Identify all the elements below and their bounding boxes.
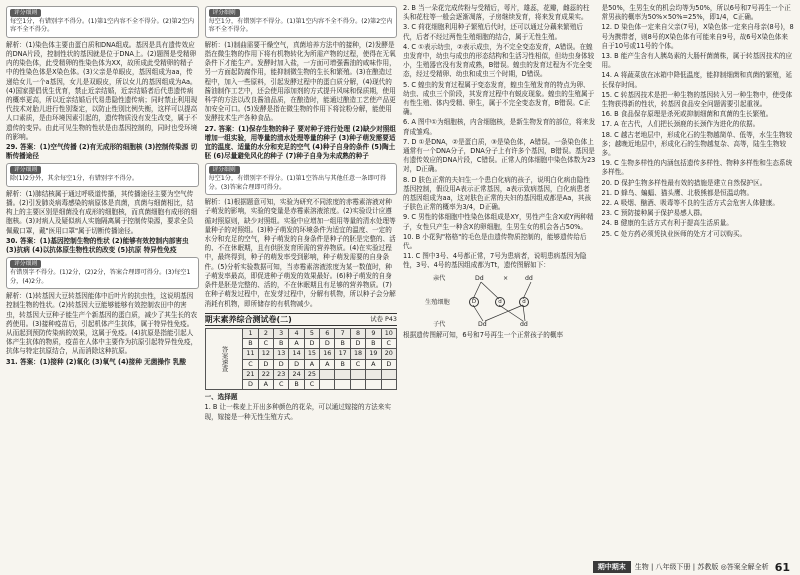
- answer-16: 16. B 食品保存原理是杀死或抑制细菌和真菌的生长繁殖。: [601, 110, 773, 119]
- offspring-label: 子代: [433, 320, 446, 328]
- answer-12: 12. D 染色体一定来自父亲(7号)，X染色体一定来自母亲(8号)，8号为携带者，则8号的X染色体有可能来自9号，故6号X染色体来自于10号或11号的个体。: [601, 23, 794, 50]
- answer-20: 20. D 保护生物多样性最有效的措施是建立自然保护区。: [601, 178, 767, 187]
- answer-table-cell: 24: [289, 369, 304, 379]
- answer-table-cell: [335, 379, 350, 389]
- answer-table-cell: 19: [366, 349, 381, 359]
- answer-table-cell: A: [304, 359, 319, 369]
- answer-table-cell: D: [258, 359, 273, 369]
- rubric-tag: 评分细则: [10, 9, 41, 17]
- answer-table-cell: 25: [304, 369, 319, 379]
- answer-table-cell: D: [304, 339, 319, 349]
- rubric-box: [6, 6, 199, 38]
- footer-note: 答案全解全析: [726, 563, 769, 571]
- answer-19: 19. C 生物多样性的内涵包括遗传多样性、物种多样性和生态系统多样性。: [601, 159, 793, 177]
- answer-table-cell: 12: [258, 349, 273, 359]
- answer-13: 13. B 能产生含有人胰岛素的大肠杆菌菌株，属于转基因技术的应用。: [601, 52, 793, 70]
- analysis-paragraph: 解析：(1)染色体主要由蛋白质和DNA组成。基因是具有遗传效应的DNA片段，控制性状的基因就是位于DNA上。(2)题图是受精卵内的染色体，此受精卵的性染色体为XX，故所成此受精卵的精子中的性染色体是X染色体。(3)父亲是单眼皮，基因组成为aa，传递给女儿一个a基因，女儿是双眼皮，所以女儿的基因组成为Aa。(4)国家提倡优生优育，禁止近亲结婚，近亲结婚者后代患遗传病的概率更高，所以近亲结婚后代易患隐性遗传病；同时禁止利用现代技术对胎儿进行性别鉴定，以防止性别比例失衡，这样可以提高人口素质，是由环境因素引起的，遗传物质没有发生改变，属于不遗传的变异。由此可见生物的性状是由基因控制的，同时也受环境的影响。: [6, 40, 198, 141]
- answer-table-cell: 18: [350, 349, 365, 359]
- answer-table-cell: [350, 379, 365, 389]
- footer-subject: 生物: [634, 563, 649, 571]
- column-1: [6, 4, 199, 557]
- answer-table-cell: C: [258, 339, 273, 349]
- answer-table-cell: 1: [243, 328, 258, 338]
- answer-31: 31. 答案：(1)接种 (2)氧化 (3)氧气 (4)接种 无菌操作 乳酸: [6, 357, 187, 366]
- answer-17: 17. A 在古代，人们把长颈鹿的长颈作为进化的依据。: [601, 120, 760, 129]
- rubric-box: [205, 6, 398, 38]
- answer-2: 2. B 当一朵花完成传粉与受精后，萼片，雄蕊，花瓣，雌蕊的柱头和花柱等一般会逐渐凋落，子房继续发育，将来发育成果实。: [403, 4, 590, 22]
- genetic-diagram: [403, 273, 596, 329]
- answer-table-cell: 17: [335, 349, 350, 359]
- answer-table-cell: 14: [289, 349, 304, 359]
- answer-table-cell: 8: [350, 328, 365, 338]
- exam-ref: 试卷 P43: [370, 314, 397, 323]
- section-heading: 一、选择题: [204, 393, 238, 402]
- analysis-paragraph: 解析：(1)制曲需要干燥空气，真菌培养方法中的接种，(2)发酵是指在微生物的作用下将有机物转化为所需产物的过程，使得在无氧条件下才能生产。发酵时加入盐，一方面可增强酱油的咸味作用，另一方面起防腐作用，能抑制微生物的生长和繁殖。(3)在酿造过程中，加入一些原料，引起发酵过程中的蛋白质分解，(4)现代的酱油制作工艺中，还会使用添加剂的方式提升风味和保质期，使用科学的方法以改良酱油品质，在酿造时，能通过酿造工艺使产品更加安全可口。(5)发酵是指在微生物的作用下将淀粉分解，能使用发酵技术生产各种食品。: [204, 40, 396, 123]
- answer-table-cell: 21: [243, 369, 258, 379]
- answer-table-cell: B: [274, 339, 289, 349]
- rubric-box: [205, 163, 398, 195]
- footer-grade: 八年级下册: [655, 563, 691, 571]
- answer-table-cell: [350, 369, 365, 379]
- answer-table-cell: 7: [335, 328, 350, 338]
- answer-table-cell: B: [289, 379, 304, 389]
- answer-table-cell: 6: [320, 328, 335, 338]
- answer-table-cell: [320, 379, 335, 389]
- footer-brand: 期中期末: [593, 561, 631, 573]
- answer-7: 7. D ①是DNA，②是蛋白质，③是染色体，A错误。一条染色体上通常有一个DNA分子，DNA分子上有许多个基因，B错误。基因是有遗传效应的DNA片段，C错误。正常人的体细胞中染色体数为23对，D正确。: [403, 137, 596, 174]
- answer-8: 8. D 肤色正常的夫妇生一个患白化病的孩子，说明白化病由隐性基因控制，假设用A表示正常基因，a表示致病基因，白化病患者的基因组成为aa，这对肤色正常的夫妇的基因组成都是Aa，其孩子肤色正常的概率为3/4，D正确。: [403, 175, 592, 212]
- answer-27: 27. 答案：(1)保存生物的种子 要对种子进行处理 (2)缺少对照组 增加一组实验，用等量的清水处理等量的种子 (3)种子萌发需要适宜的温度、适量的水分和充足的空气 (4)种子自身的条件 (5)陶土 胚 (6)尽量避免风化的种子 (7)种子自身为未成熟的种子: [204, 124, 396, 161]
- answer-table-cell: B: [335, 359, 350, 369]
- rubric-box: [6, 257, 199, 289]
- gamete-left: D: [469, 297, 479, 307]
- answer-table-cell: 23: [274, 369, 289, 379]
- answer-table-cell: C: [274, 379, 289, 389]
- answer-11-continued: 根据遗传图解可知，6号和7号再生一个正常孩子的概率: [403, 330, 564, 339]
- gamete-label: 生殖细胞: [425, 298, 450, 306]
- offspring-genotype-left: Dd: [478, 320, 487, 328]
- answer-table-cell: 2: [258, 328, 273, 338]
- answer-1: 1. B 让一株麦上开出多种颜色的花朵，可以通过嫁接的方法来实现，嫁接是一种无性生殖方式。: [204, 403, 391, 421]
- answer-table-cell: [335, 369, 350, 379]
- answer-3: 3. C 荷花细胞利用种子繁殖后代时，还可以通过分藕来繁殖后代，后者不经过两性生殖细胞的结合，属于无性生殖。: [403, 23, 583, 41]
- answer-15: 15. C 转基因技术是把一种生物的基因转入另一种生物中，使受体生物获得新的性状，转基因食品安全问题需要引起重视。: [601, 90, 793, 109]
- column-3: [403, 4, 596, 557]
- rubric-text: 每空1分，有错别字不得分。(1)第1空内容不全不得分。(2)第2空内容不全不得分。: [10, 18, 195, 34]
- answer-table: [205, 328, 398, 390]
- answer-table-cell: A: [320, 359, 335, 369]
- answer-table-cell: D: [274, 359, 289, 369]
- rubric-tag: 评分细则: [209, 9, 240, 17]
- answer-table-cell: D: [350, 339, 365, 349]
- analysis-paragraph: 解析：(1)肺结核属于通过呼吸道传播，其传播途径主要为空气传播。(2)引发肺炎病毒感染的病原体是真菌，真菌与细菌相比，结构上的主要区别是细菌没有成形的细胞核，而真菌细胞有成形的细胞核。(3)对病人及疑似病人实施隔离属于控制传染源，要求全员佩戴口罩，戴"医用口罩"属于切断传播途径。: [6, 189, 198, 235]
- answer-table-cell: C: [381, 339, 396, 349]
- footer-edition: 苏教版: [697, 563, 719, 571]
- answer-table-cell: D: [243, 379, 258, 389]
- answer-table-cell: 16: [320, 349, 335, 359]
- answer-table-cell: A: [258, 379, 273, 389]
- exam-title: 期末素养综合测试卷(二): [204, 314, 292, 324]
- answer-table-cell: D: [289, 359, 304, 369]
- rubric-text: 每空1分，有错别字不得分。(1)第1空答出与其他任意一条即可得分。(3)答案合理即可得分。: [208, 175, 387, 191]
- answer-table-cell: [381, 379, 396, 389]
- answer-table-cell: C: [304, 379, 319, 389]
- answer-table-cell: [320, 369, 335, 379]
- analysis-paragraph: 解析：(1)转基因大豆转基因能体中后叶片的抗虫性，这说明基因控制生物的性状。(2)转基因大豆能够能够有效控制农田中的害虫，转基因大豆种子能生产个新基因的蛋白质，减少了其生长的农药使用。(3)接种疫苗后，引起机体产生抗体，属于特异性免疫。从而起到预防传染病的效果，这属于免疫。(4)抗原是指能引起人体产生抗体的物质，疫苗在人体中主要作为抗原引起特异性免疫，抗体与特定抗原结合，从而消除这种抗原。: [6, 292, 198, 356]
- answer-25: 25. C 处方药必须凭执业医师的处方才可以购买。: [601, 229, 747, 238]
- answer-table-cell: 20: [381, 349, 396, 359]
- answer-table-cell: B: [335, 339, 350, 349]
- answer-table-cell: A: [289, 339, 304, 349]
- answer-table-cell: B: [243, 339, 258, 349]
- rubric-text: 有错别字不得分。(1)2分，(2)2分，答案合理即可得分。(3)每空1分，(4)2分。: [10, 269, 191, 285]
- parent-genotype-left: Dd: [475, 274, 484, 282]
- answer-table-cell: 4: [289, 328, 304, 338]
- answer-table-cell: 13: [274, 349, 289, 359]
- answer-21: 21. D 蜂鸟、蝙蝠、猫头鹰、北极熊都是恒温动物。: [601, 188, 754, 197]
- answer-table-cell: 5: [304, 328, 319, 338]
- answer-22: 22. A 吸烟、酗酒、吸毒等不良的生活方式会危害人体健康。: [601, 199, 779, 208]
- answer-table-cell: 10: [381, 328, 396, 338]
- column-2: [205, 4, 398, 557]
- answer-table-cell: B: [366, 339, 381, 349]
- page-number: 61: [774, 560, 790, 574]
- answer-table-cell: D: [320, 339, 335, 349]
- answer-table-row: [205, 328, 397, 338]
- answer-10: 10. B 小花狗"格格"的毛色是由遗传物质控制的，能够遗传给后代。: [403, 232, 587, 251]
- answer-table-cell: [366, 379, 381, 389]
- column-4: [602, 4, 795, 557]
- rubric-text: 每空1分，有错别字不得分。(1)第1空内容不全不得分。(2)第2空内容不全不得分。: [208, 18, 393, 34]
- answer-30: 30. 答案：(1)基因控制生物的性状 (2)能够有效控制内部害虫 (3)抗病 (4)以抗体原生物性状的改变 (5)抗原 特异性免疫: [6, 236, 189, 255]
- answer-table-cell: D: [381, 359, 396, 369]
- answer-6: 6. A 图中①为细胞核，内含细胞核，是新生物发育的部位，将来发育成雏鸡。: [403, 118, 596, 136]
- parent-label: 亲代: [433, 274, 446, 282]
- page-footer: 期中期末 生物 | 八年级下册 | 苏教版 ◎ 答案全解全析 61: [0, 559, 800, 575]
- answer-table-cell: C: [350, 359, 365, 369]
- answer-9: 9. C 男性的体细胞中性染色体组成是XY，男性产生含X或Y两种精子，女性只产生一种含X的卵细胞，生男生女的机会各占50%。: [403, 213, 594, 231]
- answer-table-cell: 22: [258, 369, 273, 379]
- answer-23: 23. C 预防接种属于保护易感人群。: [601, 209, 707, 218]
- answer-4: 4. C ①表示幼虫，②表示成虫，为不完全变态发育，A错误。在蝗虫发育中，幼虫与成虫的形态结构和生活习性相似，但幼虫身体较小，生殖器官没有发育成熟，B错误。蝗虫的发育过程为不完全变态，经过受精卵、幼虫和成虫三个时期，D错误。: [403, 42, 595, 79]
- answer-table-label: 答案速查: [205, 328, 243, 389]
- rubric-box: [6, 163, 199, 186]
- rubric-tag: 评分细则: [10, 260, 41, 268]
- answer-24: 24. B 健康的生活方式有利于提高生活质量。: [601, 219, 733, 228]
- gamete-mid: d: [495, 297, 505, 307]
- answer-11: 11. C 图中3号、4号都正常，7号为患病者，说明患病基因为隐性，3号、4号的基因组成都为Tt，遗传图解如下：: [403, 252, 587, 270]
- columns: [6, 4, 794, 557]
- analysis-paragraph: 是50%，生男生女的机会均等为50%，所以6号和7号再生一个正常男孩的概率为50%×50%=25%，即1/4，C正确。: [601, 4, 791, 22]
- answer-29: 29. 答案：(1)空气传播 (2)有无成形的细胞核 (3)控制传染源 切断传播途径: [6, 143, 198, 161]
- rubric-tag: 评分细则: [209, 166, 240, 174]
- rubric-tag: 评分细则: [10, 166, 41, 174]
- footer-circle-icon: ◎: [720, 563, 727, 571]
- parent-genotype-right: dd: [525, 274, 533, 282]
- answer-table-cell: [381, 369, 396, 379]
- exam-title-bar: [205, 313, 398, 326]
- answer-5: 5. C 蝗虫的发育过程属于变态发育，蝗虫生殖发育的特点为卵、幼虫、成虫三个阶段，其发育过程中有蜕皮现象。蝗虫的生殖属于有性生殖、体内受精、卵生，属于不完全变态发育，B错误。C正确。: [403, 80, 595, 117]
- answer-table-cell: 11: [243, 349, 258, 359]
- answer-table-cell: C: [243, 359, 258, 369]
- gamete-right: d: [519, 297, 529, 307]
- analysis-paragraph: 解析：(1)根据题意可知，实验为研究不同浓度的赤霉素溶液对种子萌发的影响，实验的变量是赤霉素溶液浓度。(2)实验设计应遵循对照原则，缺少对照组。实验中应增加一组用等量的清水处理等量种子的对照组。(3)种子萌发的环境条件为适宜的温度、一定的水分和充足的空气，种子萌发的自身条件是种子的胚是完整的、活的、不在休眠期，且有供胚发育所需的营养物质。(4)在实验过程中，最终得到，种子的萌发率受到影响，种子萌发需要的自身条件。(5)分析实验数据可知，当赤霉素溶液浓度为某一数值时，种子萌发率最高，即促进种子萌发的效果最好。(6)种子萌发的自身条件是胚是完整的、活的，不在休眠期且有足够的营养物质。(7)在种子萌发过程中，在发芽过程中，分解有机物，所以种子会分解消耗有机物，即所储存的有机物减少。: [204, 198, 396, 308]
- answer-table-cell: 15: [304, 349, 319, 359]
- offspring-genotype-right: dd: [520, 320, 528, 328]
- answer-table-cell: A: [366, 359, 381, 369]
- answer-14: 14. A 将蔬菜放在冰箱中降低温度，能抑制细菌和真菌的繁殖，延长保存时间。: [601, 71, 793, 89]
- answer-table-cell: [366, 369, 381, 379]
- cross-sign: ×: [503, 274, 509, 282]
- answer-table-cell: 9: [366, 328, 381, 338]
- answer-18: 18. C 越古老地层中，形成化石的生物越简单、低等，水生生物较多；越晚近地层中，形成化石的生物越复杂、高等，陆生生物较多。: [601, 130, 793, 158]
- answer-table-cell: 3: [274, 328, 289, 338]
- rubric-text: 除(1)2分外，其余每空1分，有错别字不得分。: [10, 175, 139, 183]
